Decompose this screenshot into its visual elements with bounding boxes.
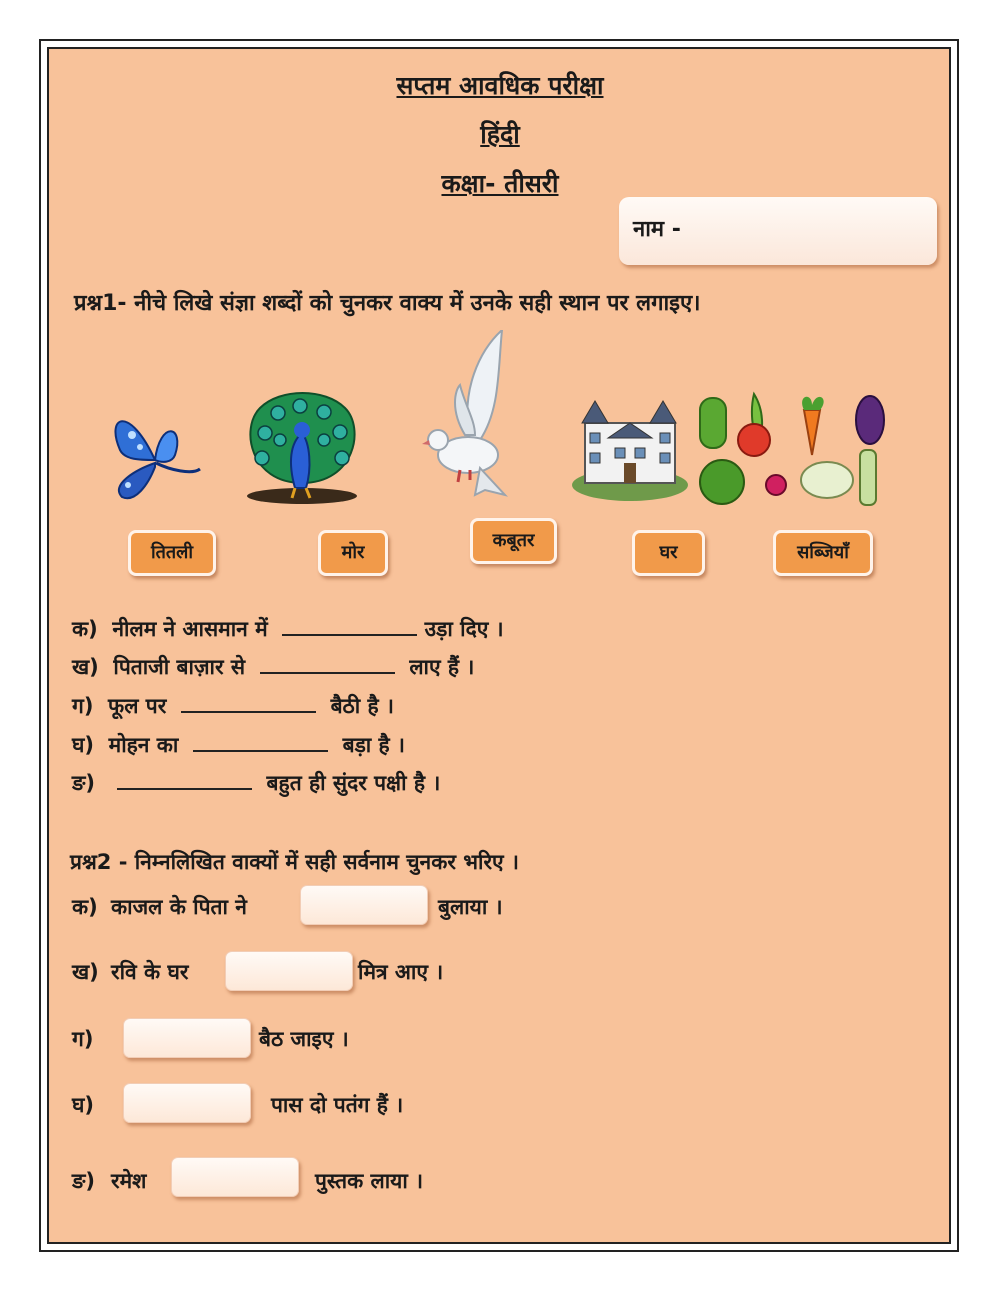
q1-sentence-5 bbox=[72, 769, 440, 797]
q2-text-after-3: बैठ जाइए । bbox=[259, 1027, 349, 1051]
q1-text-before: नीलम ने आसमान में bbox=[112, 617, 268, 641]
q2-text-before-1: काजल के पिता ने bbox=[111, 895, 247, 919]
q1-text-before: मोहन का bbox=[108, 733, 179, 757]
word-titli-button[interactable]: तितली bbox=[128, 530, 216, 576]
q1-marker: ग) bbox=[72, 694, 94, 718]
butterfly-icon bbox=[100, 405, 210, 505]
q2-marker-5: ङ) bbox=[72, 1169, 95, 1193]
q2-text-after-5: पुस्तक लाया । bbox=[315, 1169, 424, 1193]
vegetables-icon bbox=[692, 390, 897, 512]
q1-sentence-2 bbox=[72, 653, 474, 681]
q1-blank-3[interactable] bbox=[181, 693, 316, 713]
q2-text-after-2: मित्र आए । bbox=[358, 960, 444, 984]
q2-marker-2: ख) bbox=[72, 960, 99, 984]
q2-answer-box-1[interactable] bbox=[300, 885, 428, 925]
q1-text-after: बैठी है । bbox=[330, 694, 394, 718]
q2-marker-4: घ) bbox=[72, 1093, 95, 1117]
question2-heading: प्रश्न2 - निम्नलिखित वाक्यों में सही सर्वनाम चुनकर भरिए । bbox=[70, 850, 519, 874]
q1-blank-5[interactable] bbox=[117, 770, 252, 790]
q1-text-after: उड़ा दिए । bbox=[424, 617, 504, 641]
q2-answer-box-4[interactable] bbox=[123, 1083, 251, 1123]
word-sabjiyan-button[interactable]: सब्जियाँ bbox=[773, 530, 873, 576]
class-title: कक्षा- तीसरी bbox=[441, 169, 559, 198]
q2-text-after-1: बुलाया । bbox=[438, 895, 503, 919]
pigeon-icon bbox=[420, 330, 525, 502]
q1-sentence-3 bbox=[72, 692, 394, 720]
q2-answer-box-5[interactable] bbox=[171, 1157, 299, 1197]
q1-sentence-1 bbox=[72, 615, 504, 643]
q2-marker-1: क) bbox=[72, 895, 98, 919]
subject-title: हिंदी bbox=[480, 120, 520, 149]
q1-text-before: पिताजी बाज़ार से bbox=[113, 655, 246, 679]
name-label: नाम - bbox=[633, 217, 681, 242]
q1-text-after: लाए हैं । bbox=[409, 655, 475, 679]
q1-blank-2[interactable] bbox=[260, 654, 395, 674]
peacock-icon bbox=[240, 388, 365, 506]
q1-marker: क) bbox=[72, 617, 98, 641]
name-field[interactable] bbox=[619, 197, 937, 265]
question1-heading: प्रश्न1- नीचे लिखे संज्ञा शब्दों को चुनकर वाक्य में उनके सही स्थान पर लगाइए। bbox=[74, 291, 701, 316]
q2-text-after-4: पास दो पतंग हैं । bbox=[271, 1093, 404, 1117]
q1-marker: ङ) bbox=[72, 771, 95, 795]
word-mor-button[interactable]: मोर bbox=[318, 530, 388, 576]
q1-text-before: फूल पर bbox=[108, 694, 167, 718]
house-icon bbox=[570, 393, 690, 503]
q1-marker: घ) bbox=[72, 733, 95, 757]
word-ghar-button[interactable]: घर bbox=[632, 530, 705, 576]
q1-text-after: बहुत ही सुंदर पक्षी है । bbox=[266, 771, 441, 795]
word-kabutar-button[interactable]: कबूतर bbox=[470, 518, 557, 564]
q2-answer-box-3[interactable] bbox=[123, 1018, 251, 1058]
q1-sentence-4 bbox=[72, 731, 405, 759]
q1-marker: ख) bbox=[72, 655, 99, 679]
q2-marker-3: ग) bbox=[72, 1027, 94, 1051]
q2-text-before-5: रमेश bbox=[111, 1169, 147, 1193]
q2-text-before-2: रवि के घर bbox=[111, 960, 189, 984]
q2-answer-box-2[interactable] bbox=[225, 951, 353, 991]
q1-text-after: बड़ा है । bbox=[342, 733, 405, 757]
exam-title: सप्तम आवधिक परीक्षा bbox=[396, 71, 604, 100]
q1-blank-4[interactable] bbox=[193, 732, 328, 752]
q1-blank-1[interactable] bbox=[282, 616, 417, 636]
